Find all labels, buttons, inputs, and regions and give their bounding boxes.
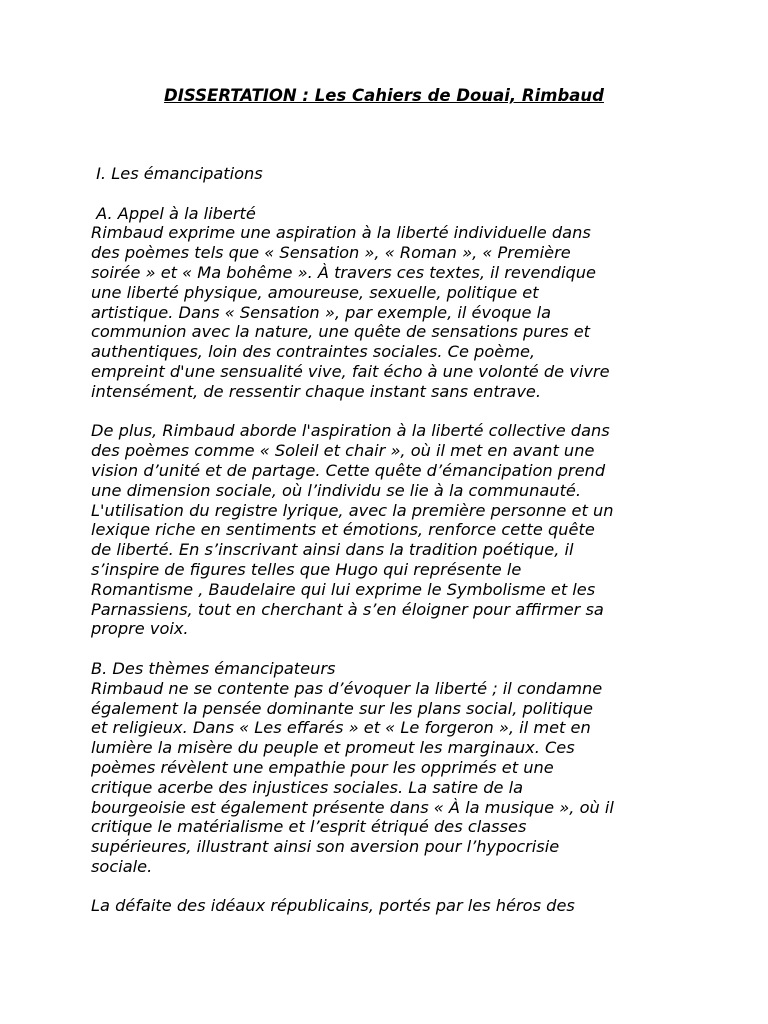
paragraph-line: critique le matérialisme et l’esprit étriqué des classes xyxy=(91,817,527,837)
paragraph-line: authentiques, loin des contraintes sociales. Ce poème, xyxy=(91,342,536,362)
paragraph-line: une dimension sociale, où l’individu se lie à la communauté. xyxy=(91,480,582,500)
paragraph-line: communion avec la nature, une quête de sensations pures et xyxy=(91,322,590,342)
paragraph-line: Rimbaud exprime une aspiration à la liberté individuelle dans xyxy=(91,223,591,243)
paragraph-line: propre voix. xyxy=(91,619,189,639)
paragraph-line: également la pensée dominante sur les plans social, politique xyxy=(91,698,593,718)
paragraph-line: Romantisme , Baudelaire qui lui exprime le Symbolisme et les xyxy=(91,579,596,599)
subsection-heading-a: A. Appel à la liberté xyxy=(91,203,256,223)
blank-line xyxy=(91,639,691,659)
paragraph-line: Rimbaud ne se contente pas d’évoquer la liberté ; il condamne xyxy=(91,678,603,698)
document-title: DISSERTATION : Les Cahiers de Douai, Rimbaud xyxy=(164,86,604,105)
section-heading-1: I. Les émancipations xyxy=(91,164,263,183)
paragraph-line: intensément, de ressentir chaque instant sans entrave. xyxy=(91,381,542,401)
paragraph-line: Parnassiens, tout en cherchant à s’en éloigner pour affirmer sa xyxy=(91,599,604,619)
paragraph-1 xyxy=(91,223,691,401)
paragraph-line: La défaite des idéaux républicains, portés par les héros des xyxy=(91,896,575,916)
paragraph-line: lexique riche en sentiments et émotions, renforce cette quête xyxy=(91,520,595,540)
paragraph-line: de liberté. En s’inscrivant ainsi dans la tradition poétique, il xyxy=(91,540,574,560)
paragraph-line: soirée » et « Ma bohême ». À travers ces textes, il revendique xyxy=(91,262,596,282)
paragraph-line: bourgeoisie est également présente dans « À la musique », où il xyxy=(91,797,614,817)
paragraph-line: artistique. Dans « Sensation », par exemple, il évoque la xyxy=(91,302,552,322)
document-body xyxy=(91,164,691,916)
paragraph-line: lumière la misère du peuple et promeut les marginaux. Ces xyxy=(91,738,575,758)
paragraph-line: une liberté physique, amoureuse, sexuelle, politique et xyxy=(91,282,539,302)
paragraph-line: sociale. xyxy=(91,856,153,876)
paragraph-line: des poèmes comme « Soleil et chair », où il met en avant une xyxy=(91,441,595,461)
blank-line xyxy=(91,184,691,204)
paragraph-line: L'utilisation du registre lyrique, avec la première personne et un xyxy=(91,500,614,520)
paragraph-line: et religieux. Dans « Les effarés » et « Le forgeron », il met en xyxy=(91,718,591,738)
paragraph-3 xyxy=(91,679,691,877)
paragraph-line: De plus, Rimbaud aborde l'aspiration à la liberté collective dans xyxy=(91,421,610,441)
subsection-heading-b: B. Des thèmes émancipateurs xyxy=(91,658,336,678)
paragraph-2 xyxy=(91,421,691,639)
paragraph-line: supérieures, illustrant ainsi son aversion pour l’hypocrisie xyxy=(91,837,560,857)
paragraph-4 xyxy=(91,896,691,916)
blank-line xyxy=(91,877,691,897)
paragraph-line: s’inspire de figures telles que Hugo qui représente le xyxy=(91,559,522,579)
paragraph-line: poèmes révèlent une empathie pour les opprimés et une xyxy=(91,757,554,777)
paragraph-line: critique acerbe des injustices sociales. La satire de la xyxy=(91,777,524,797)
paragraph-line: empreint d'une sensualité vive, fait écho à une volonté de vivre xyxy=(91,361,610,381)
paragraph-line: des poèmes tels que « Sensation », « Roman », « Première xyxy=(91,243,571,263)
blank-line xyxy=(91,402,691,422)
paragraph-line: vision d’unité et de partage. Cette quête d’émancipation prend xyxy=(91,460,606,480)
